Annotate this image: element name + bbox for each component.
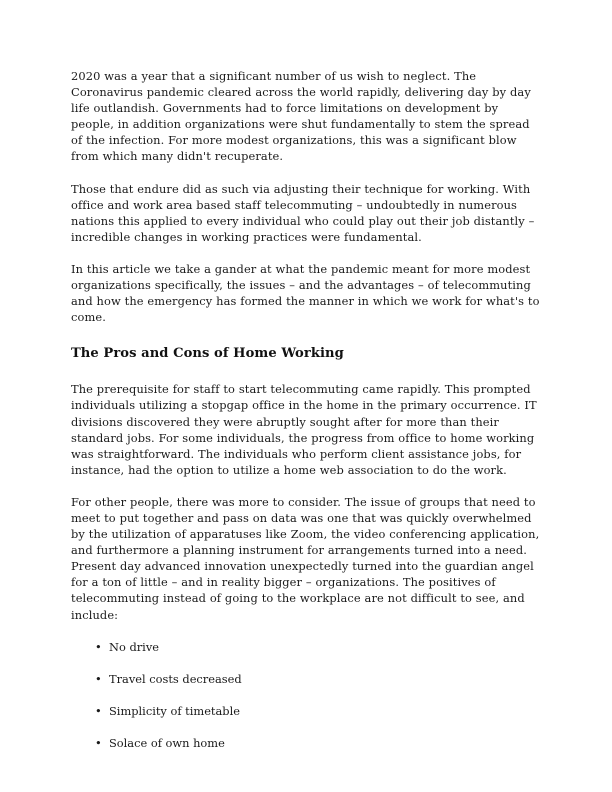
- document-content: [71, 68, 540, 751]
- list-item-label: No drive: [109, 639, 160, 654]
- list-item: [71, 703, 540, 719]
- list-item-label: Solace of own home: [109, 735, 225, 750]
- list-item: [71, 735, 540, 751]
- section-heading-pros-and-cons: The Pros and Cons of Home Working: [71, 346, 344, 362]
- benefits-list: [71, 639, 540, 751]
- bullet-icon: •: [95, 671, 102, 686]
- paragraph-article-overview: In this article we take a gander at what the pandemic meant for more modest organizations specifically, the issues – and the advantages – of telecommuting and how the emergency has formed the manner in which we work for what's to come.: [71, 261, 540, 325]
- bullet-icon: •: [95, 639, 102, 654]
- paragraph-transition-to-remote: The prerequisite for staff to start telecommuting came rapidly. This prompted individuals utilizing a stopgap office in the home in the primary occurrence. IT divisions discovered they were abruptly sought after for more than their standard jobs. For some individuals, the progress from office to home working was straightforward. The individuals who perform client assistance jobs, for instance, had the option to utilize a home web association to do the work.: [71, 382, 537, 477]
- list-item-label: Simplicity of timetable: [109, 703, 240, 718]
- list-item: [71, 639, 540, 655]
- list-item-label: Travel costs decreased: [109, 671, 242, 686]
- paragraph-adaptation: Those that endure did as such via adjusting their technique for working. With office and work area based staff telecommuting – undoubtedly in numerous nations this applied to every individual who could play out their job distantly – incredible changes in working practices were fundamental.: [71, 181, 535, 244]
- paragraph-tools-and-positives: For other people, there was more to consider. The issue of groups that need to meet to put together and pass on data was one that was quickly overwhelmed by the utilization of apparatuses like Zoom, the video conferencing application, and furthermore a planning instrument for arrangements turned into a need. Present day advanced innovation unexpectedly turned into the guardian angel for a ton of little – and in reality bigger – organizations. The positives of telecommuting instead of going to the workplace are not difficult to see, and include:: [71, 494, 540, 622]
- paragraph-intro: 2020 was a year that a significant number of us wish to neglect. The Coronavirus pandemic cleared across the world rapidly, delivering day by day life outlandish. Governments had to force limitations on development by people, in addition organizations were shut fundamentally to stem the spread of the infection. For more modest organizations, this was a significant blow from which many didn't recuperate.: [71, 69, 531, 164]
- list-item: [71, 671, 540, 687]
- bullet-icon: •: [95, 735, 102, 750]
- bullet-icon: •: [95, 703, 102, 718]
